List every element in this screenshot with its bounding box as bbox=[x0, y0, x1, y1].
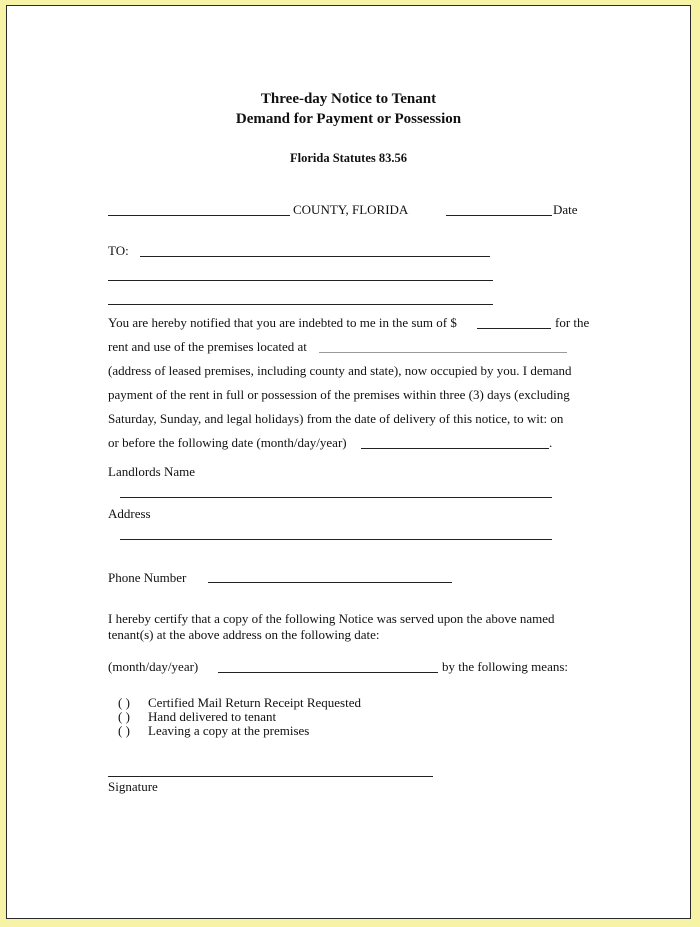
form-subtitle: Demand for Payment or Possession bbox=[235, 111, 462, 127]
tenant-address-blank-2[interactable] bbox=[108, 304, 493, 305]
date-blank[interactable] bbox=[446, 215, 552, 216]
body-line-2: rent and use of the premises located at bbox=[108, 339, 307, 354]
premises-blank[interactable] bbox=[319, 352, 567, 353]
body-line-1-end: for the bbox=[555, 315, 590, 330]
phone-blank[interactable] bbox=[208, 582, 452, 583]
landlord-name-label: Landlords Name bbox=[108, 464, 196, 479]
date-label: Date bbox=[553, 202, 578, 217]
form-title: Three-day Notice to Tenant bbox=[260, 91, 437, 107]
means-option[interactable] bbox=[118, 723, 309, 739]
notice-form-page bbox=[6, 5, 691, 919]
certify-line-1: I hereby certify that a copy of the following Notice was served upon the above named bbox=[108, 611, 555, 626]
address-label: Address bbox=[108, 506, 151, 521]
signature-blank[interactable] bbox=[108, 776, 433, 777]
signature-label: Signature bbox=[108, 779, 158, 794]
statute-reference: Florida Statutes 83.56 bbox=[289, 151, 407, 165]
means-option-label: Hand delivered to tenant bbox=[148, 709, 277, 724]
county-blank[interactable] bbox=[108, 215, 290, 216]
body-line-5: Saturday, Sunday, and legal holidays) from the date of delivery of this notice, to wit: on bbox=[108, 411, 564, 426]
means-checkbox[interactable]: ( ) bbox=[118, 695, 130, 710]
phone-label: Phone Number bbox=[108, 570, 187, 585]
deadline-date-blank[interactable] bbox=[361, 448, 549, 449]
served-date-blank[interactable] bbox=[218, 672, 438, 673]
means-option-label: Leaving a copy at the premises bbox=[148, 723, 310, 738]
body-line-1 bbox=[108, 315, 457, 331]
served-date-label: (month/day/year) bbox=[108, 659, 199, 674]
body-line-3: (address of leased premises, including county and state), now occupied by you. I demand bbox=[108, 363, 572, 378]
amount-blank[interactable] bbox=[477, 328, 551, 329]
tenant-address-blank-1[interactable] bbox=[108, 280, 493, 281]
means-label: by the following means: bbox=[442, 659, 569, 674]
means-checkbox[interactable]: ( ) bbox=[118, 709, 130, 724]
landlord-address-blank[interactable] bbox=[120, 539, 552, 540]
certify-line-2: tenant(s) at the above address on the following date: bbox=[108, 627, 380, 642]
landlord-name-blank[interactable] bbox=[120, 497, 552, 498]
body-line-6: or before the following date (month/day/year) bbox=[108, 435, 347, 450]
county-label: COUNTY, FLORIDA bbox=[293, 202, 409, 217]
body-line-6-end: . bbox=[549, 435, 553, 450]
to-label: TO: bbox=[108, 243, 129, 258]
tenant-name-blank[interactable] bbox=[140, 256, 490, 257]
body-line-4: payment of the rent in full or possession of the premises within three (3) days (excluding bbox=[108, 387, 570, 402]
means-option-label: Certified Mail Return Receipt Requested bbox=[148, 695, 361, 710]
body-line-1-text: You are hereby notified that you are indebted to me in the sum of $ bbox=[108, 315, 457, 330]
means-checkbox[interactable]: ( ) bbox=[118, 723, 130, 738]
